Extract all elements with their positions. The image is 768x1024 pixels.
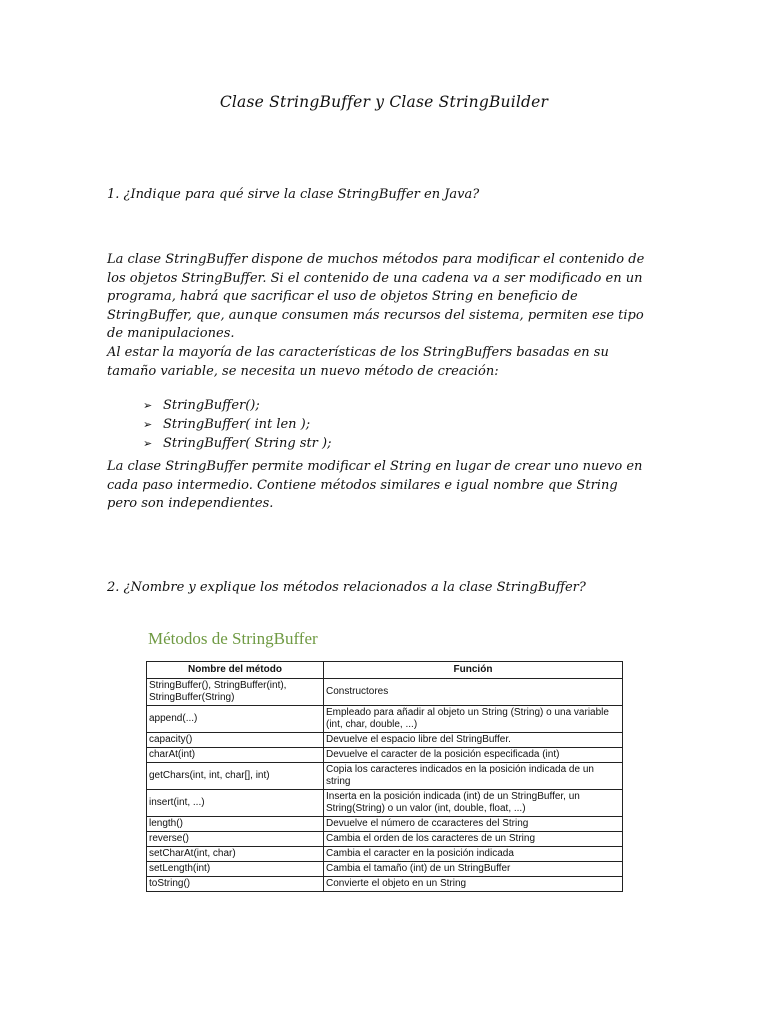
table-row	[147, 790, 623, 817]
constructor-list	[143, 396, 331, 453]
paragraph-3: La clase StringBuffer permite modificar el String en lugar de crear uno nuevo en cada paso intermedio. Contiene métodos similares e igual nombre que String pero son independientes.	[107, 459, 643, 511]
list-item	[143, 396, 331, 415]
method-name-cell: capacity()	[147, 733, 324, 748]
table-row	[147, 706, 623, 733]
column-header-function: Función	[324, 662, 623, 679]
method-function-cell: Constructores	[324, 679, 623, 706]
arrow-bullet-icon: ➢	[143, 437, 153, 450]
arrow-bullet-icon: ➢	[143, 418, 153, 431]
table-header-row	[147, 662, 623, 679]
paragraph-1: La clase StringBuffer dispone de muchos métodos para modificar el contenido de los objetos StringBuffer. Si el contenido de una cadena va a ser modificado en un programa, habrá que sacrificar el uso de objetos String en beneficio de StringBuffer, que, aunque consumen más recursos del sistema, permiten ese tipo de manipulaciones.	[107, 252, 645, 341]
table-row	[147, 817, 623, 832]
method-function-cell: Cambia el caracter en la posición indicada	[324, 847, 623, 862]
arrow-bullet-icon: ➢	[143, 399, 153, 412]
document-title: Clase StringBuffer y Clase StringBuilder	[219, 93, 549, 111]
method-name-cell: reverse()	[147, 832, 324, 847]
table-row	[147, 862, 623, 877]
method-name-cell: append(...)	[147, 706, 324, 733]
method-name-cell: setCharAt(int, char)	[147, 847, 324, 862]
method-name-cell: charAt(int)	[147, 748, 324, 763]
method-function-cell: Copia los caracteres indicados en la posición indicada de un string	[324, 763, 623, 790]
method-function-cell: Cambia el tamaño (int) de un StringBuffer	[324, 862, 623, 877]
table-row	[147, 877, 623, 892]
method-function-cell: Cambia el orden de los caracteres de un String	[324, 832, 623, 847]
method-name-cell: length()	[147, 817, 324, 832]
list-item-text: StringBuffer( int len );	[163, 417, 311, 432]
table-row	[147, 679, 623, 706]
method-function-cell: Empleado para añadir al objeto un String (String) o una variable (int, char, double, ...)	[324, 706, 623, 733]
list-item-text: StringBuffer();	[163, 398, 260, 413]
column-header-name: Nombre del método	[147, 662, 324, 679]
method-function-cell: Convierte el objeto en un String	[324, 877, 623, 892]
table-row	[147, 733, 623, 748]
list-item-text: StringBuffer( String str );	[163, 436, 332, 451]
methods-table	[146, 661, 623, 892]
list-item	[143, 434, 331, 453]
method-name-cell: setLength(int)	[147, 862, 324, 877]
method-function-cell: Devuelve el caracter de la posición especificada (int)	[324, 748, 623, 763]
table-row	[147, 847, 623, 862]
method-name-cell: getChars(int, int, char[], int)	[147, 763, 324, 790]
method-function-cell: Inserta en la posición indicada (int) de un StringBuffer, un String(String) o un valor (int, double, float, ...)	[324, 790, 623, 817]
paragraph-2: Al estar la mayoría de las características de los StringBuffers basadas en su tamaño variable, se necesita un nuevo método de creación:	[107, 345, 609, 379]
list-item	[143, 415, 331, 434]
table-row	[147, 748, 623, 763]
table-row	[147, 763, 623, 790]
methods-table-heading: Métodos de StringBuffer	[148, 629, 318, 648]
question-2: 2. ¿Nombre y explique los métodos relacionados a la clase StringBuffer?	[107, 580, 586, 595]
method-name-cell: StringBuffer(), StringBuffer(int), StringBuffer(String)	[147, 679, 324, 706]
question-1: 1. ¿Indique para qué sirve la clase StringBuffer en Java?	[107, 187, 480, 202]
method-name-cell: toString()	[147, 877, 324, 892]
method-function-cell: Devuelve el número de ccaracteres del String	[324, 817, 623, 832]
table-row	[147, 832, 623, 847]
method-name-cell: insert(int, ...)	[147, 790, 324, 817]
method-function-cell: Devuelve el espacio libre del StringBuffer.	[324, 733, 623, 748]
